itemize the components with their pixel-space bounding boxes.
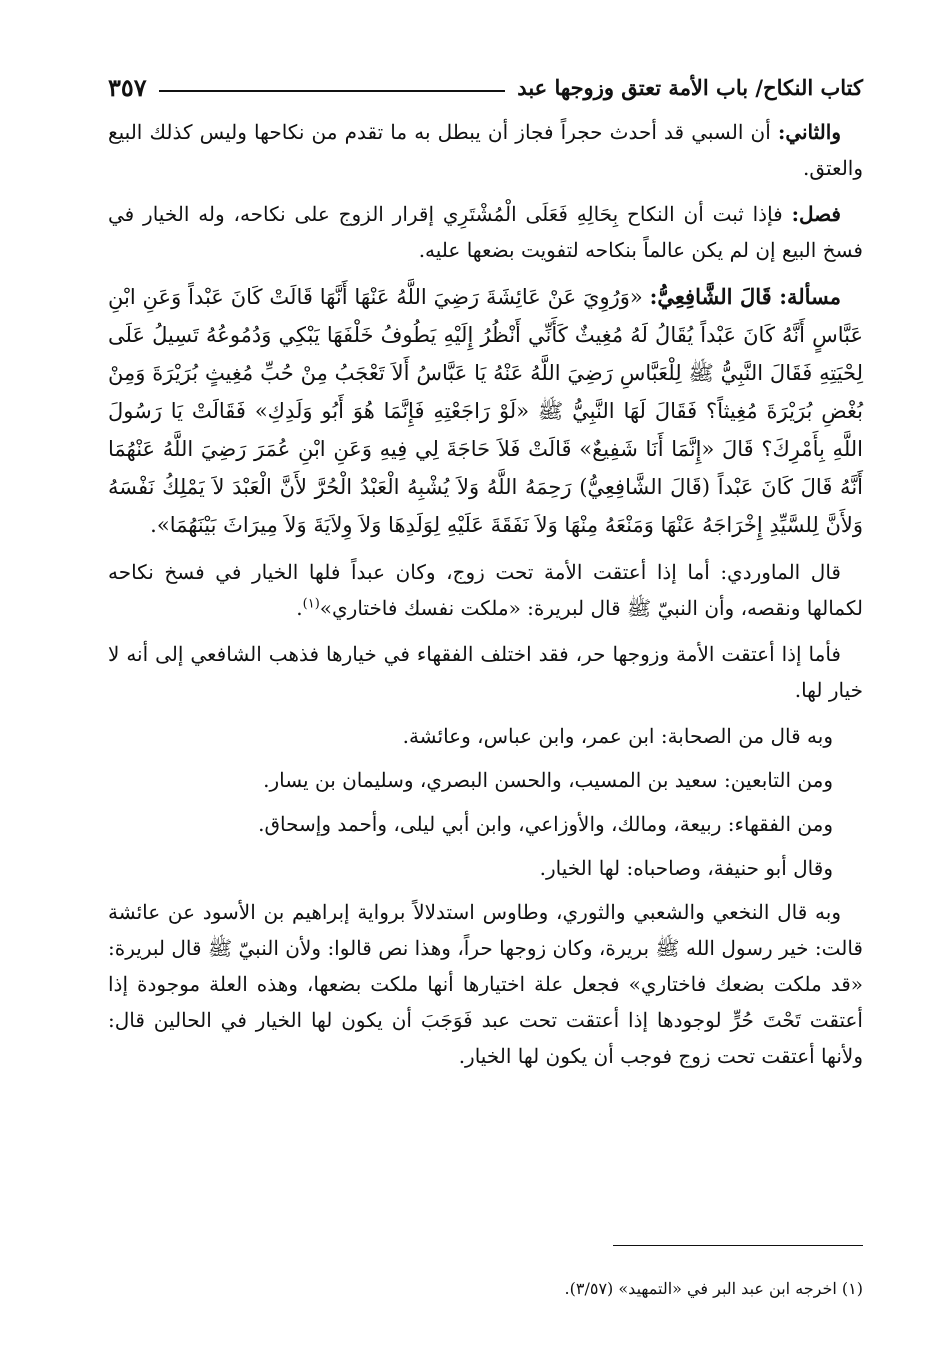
paragraph-text: فأما إذا أعتقت الأمة وزوجها حر، فقد اختلف الفقهاء في خيارها فذهب الشافعي إلى أنه لا خيار لها. [108, 642, 863, 702]
paragraph-lead: مسألة: قَالَ الشَّافِعِيُّ: [649, 284, 841, 309]
paragraph-companions [108, 718, 863, 754]
page-header [108, 64, 863, 110]
book-page [108, 64, 863, 1350]
paragraph-lead: فصل: [791, 202, 841, 226]
paragraph-fuqaha [108, 806, 863, 842]
paragraph-mawardi [108, 554, 863, 626]
header-rule [159, 90, 506, 92]
paragraph-text: وبه قال من الصحابة: ابن عمر، وابن عباس، وعائشة. [402, 724, 833, 748]
paragraph-text: قال الماوردي: أما إذا أعتقت الأمة تحت زوج، وكان عبداً فلها الخيار في فسخ نكاحه لكمالها ونقصه، وأن النبيّ ﷺ قال لبريرة: «ملكت نفسك فاختاري» [108, 560, 863, 620]
paragraph-text: وقال أبو حنيفة، وصاحباه: لها الخيار. [539, 856, 833, 880]
paragraph-abu-hanifa [108, 850, 863, 886]
paragraph-text: أن السبي قد أحدث حجراً فجاز أن يبطل به ما تقدم من نكاحها وليس كذلك البيع والعتق. [108, 120, 863, 180]
paragraph-fasl [108, 196, 863, 268]
paragraph-text: وبه قال النخعي والشعبي والثوري، وطاوس استدلالاً برواية إبراهيم بن الأسود عن عائشة قالت: خير رسول الله ﷺ بريرة، وكان زوجها حراً، وهذا نص قالوا: ولأن النبيّ ﷺ قال لبريرة: «قد ملكت بضعك فاختاري» فجعل علة اختيارها أنها ملكت بضعها، وهذه العلة موجودة إذا أعتقت تَحْتَ حُرٍّ لوجودها إذا أعتقت تحت عبد فَوَجَبَ أن يكون لها الخيار في الحالين قال: ولأنها أعتقت تحت زوج فوجب أن يكون لها الخيار. [108, 900, 863, 1068]
main-text [108, 114, 863, 1074]
paragraph-tail: . [296, 596, 303, 620]
paragraph-text: ومن التابعين: سعيد بن المسيب، والحسن البصري، وسليمان بن يسار. [263, 768, 833, 792]
paragraph-nakhai [108, 894, 863, 1074]
running-title: كتاب النكاح/ باب الأمة تعتق وزوجها عبد [517, 74, 863, 100]
paragraph-text: «وَرُوِيَ عَنْ عَائِشَةَ رَضِيَ اللَّهُ عَنْهَا أَنَّهَا قَالَتْ كَانَ عَبْداً وَعَنِ ابْنِ عَبَّاسٍ أَنَّهُ كَانَ عَبْداً يُقَالُ لَهُ مُغِيثٌ كَأَنِّي أَنْظُرُ إِلَيْهِ يَطُوفُ خَلْفَهَا يَبْكِي وَدُمُوعُهُ تَسِيلُ عَلَى لِحْيَتِهِ فَقَالَ النَّبِيُّ ﷺ لِلْعَبَّاسِ رَضِيَ اللَّهُ عَنْهُ يَا عَبَّاسُ أَلاَ تَعْجَبُ مِنْ حُبِّ مُغِيثٍ بُرَيْرَةَ وَمِنْ بُغْضِ بُرَيْرَةَ مُغِيثاً؟ فَقَالَ لَهَا النَّبِيُّ ﷺ «لَوْ رَاجَعْتِهِ فَإِنَّمَا هُوَ أَبُو وَلَدِكِ» فَقَالَتْ يَا رَسُولَ اللَّهِ بِأَمْرِكَ؟ قَالَ «إِنَّمَا أَنَا شَفِيعٌ» قَالَتْ فَلاَ حَاجَةَ لِي فِيهِ وَعَنِ ابْنِ عُمَرَ رَضِيَ اللَّهُ عَنْهُمَا أَنَّهُ قَالَ كَانَ عَبْداً (قَالَ الشَّافِعِيُّ) رَحِمَهُ اللَّهُ وَلاَ يُشْبِهُ الْعَبْدُ الْحُرَّ لأَنَّ الْعَبْدَ لاَ يَمْلِكُ نَفْسَهُ وَلأَنَّ لِلسَّيِّدِ إِخْرَاجَهُ عَنْهَا وَمَنْعَهُ مِنْهَا وَلاَ نَفَقَةَ عَلَيْهِ لِوَلَدِهَا وَلاَ وِلاَيَةَ وَلاَ مِيرَاثَ بَيْنَهُمَا». [108, 285, 863, 537]
page-number: ٣٥٧ [108, 72, 147, 102]
footnote-divider [613, 1245, 863, 1246]
paragraph-lead: والثاني: [777, 120, 841, 144]
paragraph-free-husband [108, 636, 863, 708]
footnote-reference[interactable]: (١) [302, 596, 320, 612]
footnote: (١) اخرجه ابن عبد البر في «التمهيد» (٣/٥٧). [564, 1279, 863, 1298]
paragraph-tabieen [108, 762, 863, 798]
paragraph-text: ومن الفقهاء: ربيعة، ومالك، والأوزاعي، وابن أبي ليلى، وأحمد وإسحاق. [258, 812, 833, 836]
paragraph-masala-hadith [108, 278, 863, 544]
paragraph-second-reason [108, 114, 863, 186]
paragraph-text: فإذا ثبت أن النكاح بِحَالِهِ فَعَلَى الْمُشْتَرِي إقرار الزوج على نكاحه، وله الخيار في فسخ البيع إن لم يكن عالماً بنكاحه لتفويت بضعها عليه. [108, 202, 863, 262]
